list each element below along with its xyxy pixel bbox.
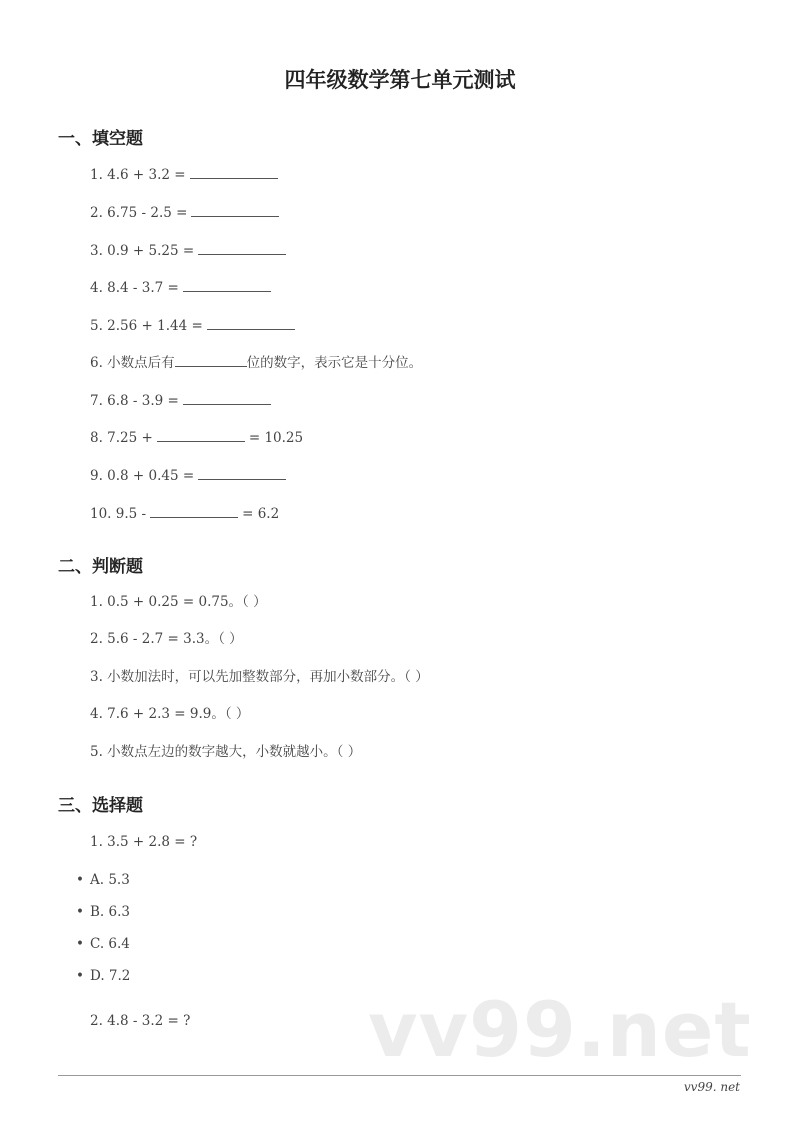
fill-item bbox=[90, 465, 290, 486]
answer-blank bbox=[150, 503, 238, 518]
judge-item: 5. 小数点左边的数字越大，小数就越小。（ ） bbox=[90, 744, 362, 760]
question-text: 5. 2.56 + 1.44 = bbox=[90, 318, 203, 334]
fill-item bbox=[90, 240, 290, 261]
choice-question: 2. 4.8 - 3.2 = ? bbox=[90, 1013, 191, 1029]
fill-item bbox=[90, 427, 303, 448]
section-heading-choice: 三、选择题 bbox=[58, 796, 143, 816]
section-heading-judge: 二、判断题 bbox=[58, 557, 143, 577]
watermark: vv99.net bbox=[368, 985, 752, 1074]
answer-blank bbox=[190, 164, 278, 179]
choice-option bbox=[76, 966, 130, 986]
footer-divider bbox=[58, 1075, 741, 1076]
question-text: = 10.25 bbox=[248, 430, 304, 446]
answer-blank bbox=[198, 240, 286, 255]
judge-item: 1. 0.5 + 0.25 = 0.75。（ ） bbox=[90, 594, 267, 610]
fill-item bbox=[90, 202, 283, 223]
question-text: 7. 6.8 - 3.9 = bbox=[90, 393, 179, 409]
question-text: 位的数字，表示它是十分位。 bbox=[246, 355, 423, 371]
question-text: 10. 9.5 - bbox=[90, 506, 147, 522]
judge-item: 4. 7.6 + 2.3 = 9.9。（ ） bbox=[90, 706, 250, 722]
fill-item bbox=[90, 277, 275, 298]
option-label: A. 5.3 bbox=[90, 872, 130, 888]
answer-blank bbox=[207, 315, 295, 330]
question-text: 3. 0.9 + 5.25 = bbox=[90, 243, 195, 259]
footer-text: vv99. net bbox=[683, 1080, 740, 1094]
fill-item bbox=[90, 390, 275, 411]
answer-blank bbox=[198, 465, 286, 480]
option-label: C. 6.4 bbox=[90, 936, 130, 952]
question-text: 8. 7.25 + bbox=[90, 430, 153, 446]
section-heading-fill: 一、填空题 bbox=[58, 129, 143, 149]
choice-question: 1. 3.5 + 2.8 = ? bbox=[90, 834, 198, 850]
question-text: 9. 0.8 + 0.45 = bbox=[90, 468, 195, 484]
option-label: D. 7.2 bbox=[90, 968, 131, 984]
answer-blank bbox=[157, 427, 245, 442]
page-title: 四年级数学第七单元测试 bbox=[284, 68, 516, 92]
answer-blank bbox=[175, 352, 247, 367]
judge-item: 2. 5.6 - 2.7 = 3.3。（ ） bbox=[90, 631, 243, 647]
choice-option bbox=[76, 870, 130, 890]
question-text: 1. 4.6 + 3.2 = bbox=[90, 167, 186, 183]
option-label: B. 6.3 bbox=[90, 904, 130, 920]
judge-item: 3. 小数加法时，可以先加整数部分，再加小数部分。（ ） bbox=[90, 669, 429, 685]
answer-blank bbox=[191, 202, 279, 217]
choice-option bbox=[76, 902, 130, 922]
fill-item bbox=[90, 352, 422, 373]
fill-item bbox=[90, 315, 299, 336]
fill-item bbox=[90, 164, 282, 185]
choice-option bbox=[76, 934, 130, 954]
fill-item bbox=[90, 503, 279, 524]
question-text: = 6.2 bbox=[242, 506, 280, 522]
answer-blank bbox=[183, 390, 271, 405]
question-text: 2. 6.75 - 2.5 = bbox=[90, 205, 188, 221]
question-text: 6. 小数点后有 bbox=[90, 355, 175, 371]
question-text: 4. 8.4 - 3.7 = bbox=[90, 280, 179, 296]
answer-blank bbox=[183, 277, 271, 292]
